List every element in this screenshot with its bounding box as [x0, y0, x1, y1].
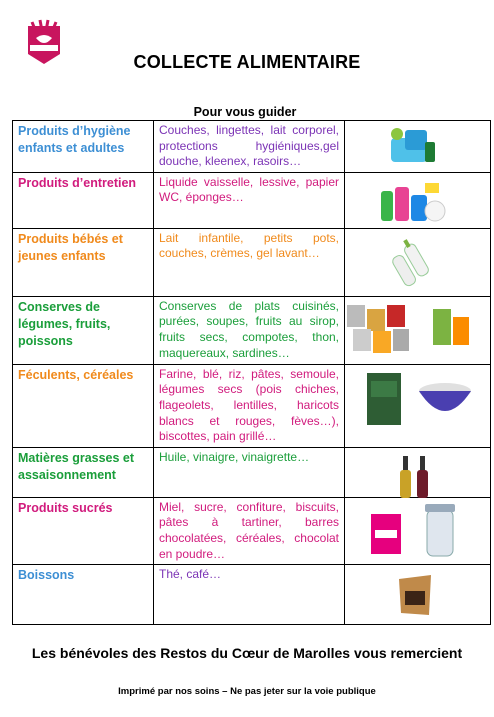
items-text: Conserves de plats cuisinés, purées, soupes, fruits au sirop, fruits secs, compotes, thon, maquereaux, sardines…	[154, 296, 345, 364]
table-row	[13, 497, 491, 564]
baby-products-icon	[345, 228, 491, 296]
category-label: Matières grasses et assaisonnement	[13, 447, 154, 497]
thank-you-message: Les bénévoles des Restos du Cœur de Marolles vous remercient	[31, 645, 463, 661]
cereals-icon	[345, 364, 491, 447]
table-row	[13, 172, 491, 228]
guide-heading: Pour vous guider	[193, 105, 297, 119]
category-label: Conserves de légumes, fruits, poissons	[13, 296, 154, 364]
items-text: Liquide vaisselle, lessive, papier WC, éponges…	[154, 172, 345, 228]
sweet-products-icon	[345, 497, 491, 564]
items-text: Couches, lingettes, lait corporel, protections hygiéniques,gel douche, kleenex, rasoirs…	[154, 121, 345, 173]
table-row	[13, 121, 491, 173]
table-row	[13, 296, 491, 364]
category-label: Produits d’entretien	[13, 172, 154, 228]
category-label: Féculents, céréales	[13, 364, 154, 447]
table-row	[13, 228, 491, 296]
coffee-tea-icon	[345, 565, 491, 625]
items-text: Thé, café…	[154, 565, 345, 625]
items-text: Farine, blé, riz, pâtes, semoule, légumes secs (pois chiches, flageolets, lentilles, haricots blancs et rouges, fèves…), biscottes, pain grillé…	[154, 364, 345, 447]
table-row	[13, 364, 491, 447]
canned-food-icon	[345, 296, 491, 364]
table-row	[13, 565, 491, 625]
category-label: Produits bébés et jeunes enfants	[13, 228, 154, 296]
category-label: Produits sucrés	[13, 497, 154, 564]
category-label: Produits d’hygiène enfants et adultes	[13, 121, 154, 173]
table-row	[13, 447, 491, 497]
items-text: Huile, vinaigre, vinaigrette…	[154, 447, 345, 497]
items-text: Lait infantile, petits pots, couches, crèmes, gel lavant…	[154, 228, 345, 296]
print-note: Imprimé par nos soins – Ne pas jeter sur la voie publique	[118, 686, 376, 697]
hygiene-products-icon	[345, 121, 491, 173]
cleaning-products-icon	[345, 172, 491, 228]
oil-bottles-icon	[345, 447, 491, 497]
page-title: COLLECTE ALIMENTAIRE	[133, 52, 361, 72]
items-text: Miel, sucre, confiture, biscuits, pâtes à tartiner, barres chocolatées, céréales, chocolat en poudre…	[154, 497, 345, 564]
collection-table	[12, 120, 491, 625]
category-label: Boissons	[13, 565, 154, 625]
